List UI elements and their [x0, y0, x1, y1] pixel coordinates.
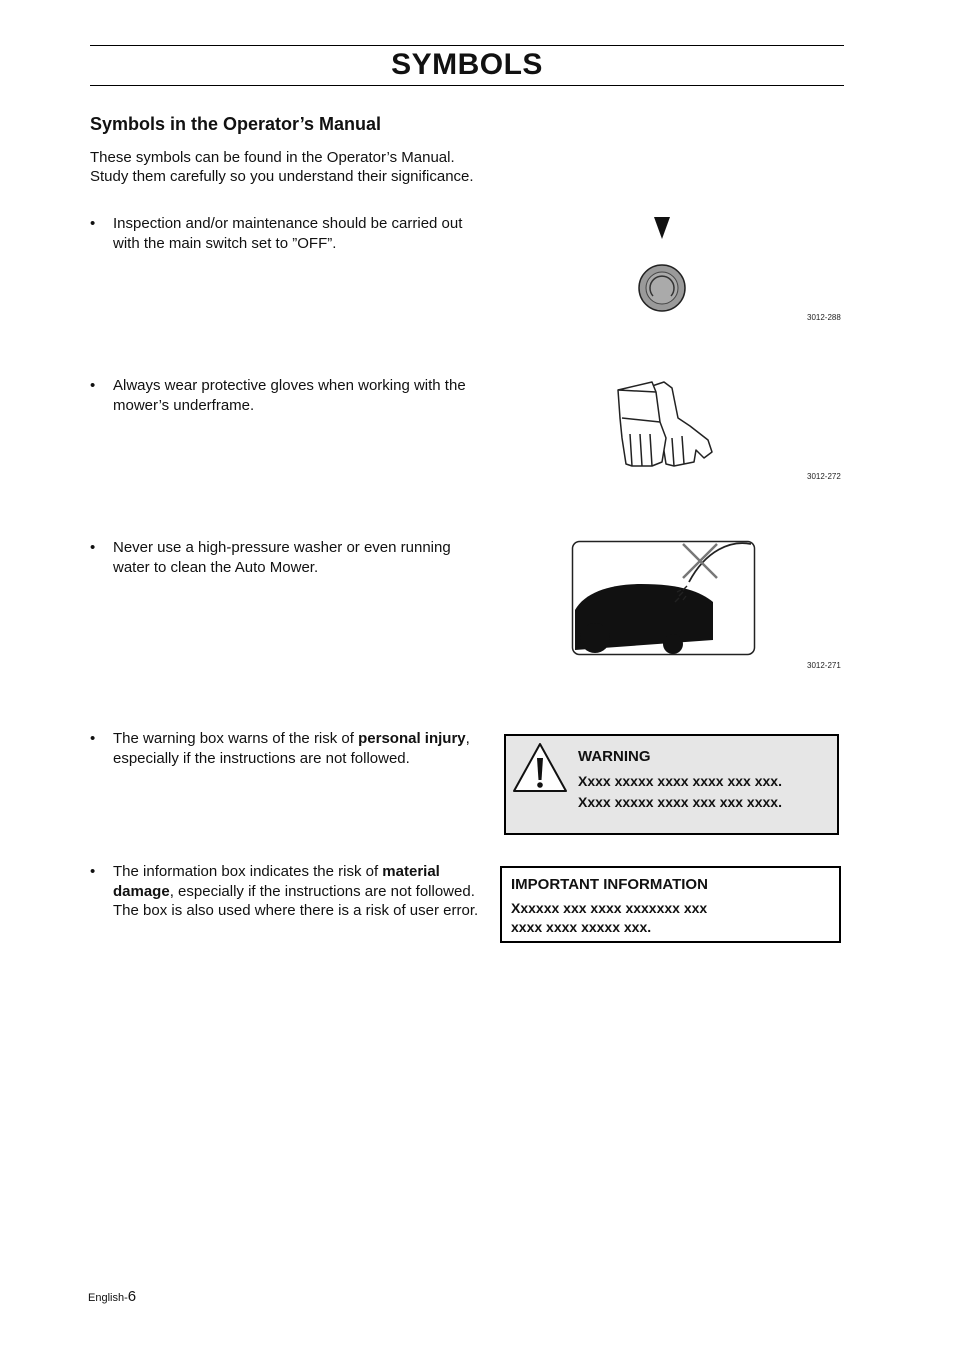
warning-title: WARNING — [578, 748, 651, 765]
page-number: 6 — [127, 1288, 137, 1305]
info-body — [511, 899, 751, 937]
page-title: SYMBOLS — [391, 48, 543, 81]
warning-triangle-icon — [512, 742, 568, 794]
figure-code: 3012-271 — [807, 661, 841, 670]
footer-language: English- — [88, 1292, 128, 1304]
important-information-box — [500, 866, 841, 943]
figure-code: 3012-288 — [807, 313, 841, 322]
warning-line: Xxxx xxxxx xxxx xxxx xxx xxx. — [578, 773, 782, 789]
info-line: xxxx xxxx xxxxx xxx. — [511, 919, 652, 935]
bullet-text: Inspection and/or maintenance should be carried out with the main switch set to ”OFF”. — [113, 215, 463, 252]
page-footer — [88, 1288, 136, 1305]
no-water-washing-icon — [571, 540, 757, 658]
warning-body — [578, 771, 833, 813]
bullet-no-water — [90, 538, 485, 577]
bullet-gloves — [90, 376, 485, 415]
bullet-warning-box — [90, 729, 485, 768]
bullet-text: The information box indicates the risk of material damage, especially if the instructions are not followed. The box is also used where there is a risk of user error. — [113, 863, 479, 919]
title-bottom-rule — [90, 85, 844, 86]
main-switch-off-icon — [630, 214, 700, 314]
warning-box — [504, 734, 839, 835]
intro-paragraph: These symbols can be found in the Operator’s Manual. Study them carefully so you understand their significance. — [90, 149, 474, 185]
bullet-text: The warning box warns of the risk of personal injury, especially if the instructions are not followed. — [113, 730, 470, 767]
bullet-dot: • — [90, 377, 96, 394]
bullet-dot: • — [90, 863, 96, 880]
bullet-dot: • — [90, 730, 96, 747]
bold-term: personal injury — [358, 730, 466, 747]
warning-line: Xxxx xxxxx xxxx xxx xxx xxxx. — [578, 794, 782, 810]
bullet-main-switch — [90, 214, 485, 253]
bullet-dot: • — [90, 215, 96, 232]
figure-code: 3012-272 — [807, 472, 841, 481]
bullet-info-box — [90, 862, 485, 921]
bullet-text: Never use a high-pressure washer or even running water to clean the Auto Mower. — [113, 539, 451, 576]
protective-gloves-icon — [612, 378, 722, 473]
section-heading: Symbols in the Operator’s Manual — [90, 114, 382, 134]
bullet-dot: • — [90, 539, 96, 556]
info-title: IMPORTANT INFORMATION — [511, 876, 708, 893]
info-line: Xxxxxx xxx xxxx xxxxxxx xxx — [511, 900, 708, 916]
top-rule — [90, 45, 844, 46]
bold-term: material damage — [113, 863, 440, 900]
bullet-text: Always wear protective gloves when working with the mower’s underframe. — [113, 377, 466, 414]
